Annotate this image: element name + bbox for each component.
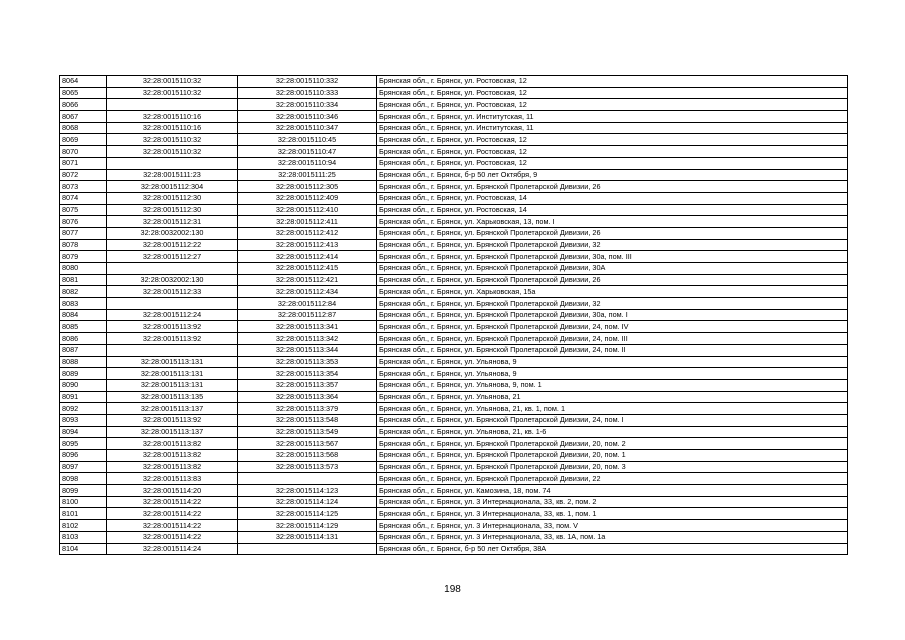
- row-number-cell: 8073: [60, 181, 107, 193]
- table-row: [60, 368, 848, 380]
- address-cell: Брянская обл., г. Брянск, ул. Харьковская, 13, пом. I: [377, 216, 848, 228]
- parent-cadastral-number-cell: 32:28:0015112:31: [107, 216, 238, 228]
- parent-cadastral-number-cell: 32:28:0015114:24: [107, 543, 238, 555]
- registry-table: [59, 75, 848, 555]
- row-number-cell: 8081: [60, 274, 107, 286]
- table-row: [60, 344, 848, 356]
- row-number-cell: 8078: [60, 239, 107, 251]
- parent-cadastral-number-cell: 32:28:0032002:130: [107, 274, 238, 286]
- address-cell: Брянская обл., г. Брянск, ул. Брянской Пролетарской Дивизии, 24, пом. I: [377, 414, 848, 426]
- address-cell: Брянская обл., г. Брянск, ул. Институтская, 11: [377, 122, 848, 134]
- parent-cadastral-number-cell: 32:28:0032002:130: [107, 227, 238, 239]
- row-number-cell: 8069: [60, 134, 107, 146]
- row-number-cell: 8092: [60, 403, 107, 415]
- address-cell: Брянская обл., г. Брянск, ул. Брянской Пролетарской Дивизии, 24, пом. IV: [377, 321, 848, 333]
- address-cell: Брянская обл., г. Брянск, ул. Брянской Пролетарской Дивизии, 26: [377, 181, 848, 193]
- parent-cadastral-number-cell: [107, 157, 238, 169]
- row-number-cell: 8079: [60, 251, 107, 263]
- row-number-cell: 8102: [60, 520, 107, 532]
- address-cell: Брянская обл., г. Брянск, ул. Ульянова, 21: [377, 391, 848, 403]
- table-row: [60, 227, 848, 239]
- cadastral-number-cell: 32:28:0015112:409: [238, 192, 377, 204]
- parent-cadastral-number-cell: 32:28:0015114:22: [107, 520, 238, 532]
- address-cell: Брянская обл., г. Брянск, ул. 3 Интернационала, 33, пом. V: [377, 520, 848, 532]
- row-number-cell: 8083: [60, 298, 107, 310]
- table-row: [60, 251, 848, 263]
- table-row: [60, 309, 848, 321]
- address-cell: Брянская обл., г. Брянск, ул. Брянской Пролетарской Дивизии, 32: [377, 298, 848, 310]
- address-cell: Брянская обл., г. Брянск, ул. Камозина, 18, пом. 74: [377, 485, 848, 497]
- cadastral-number-cell: 32:28:0015113:342: [238, 333, 377, 345]
- cadastral-number-cell: 32:28:0015113:568: [238, 450, 377, 462]
- parent-cadastral-number-cell: 32:28:0015114:20: [107, 485, 238, 497]
- parent-cadastral-number-cell: 32:28:0015110:32: [107, 87, 238, 99]
- parent-cadastral-number-cell: 32:28:0015112:30: [107, 192, 238, 204]
- table-row: [60, 391, 848, 403]
- table-row: [60, 356, 848, 368]
- parent-cadastral-number-cell: 32:28:0015113:82: [107, 450, 238, 462]
- table-row: [60, 508, 848, 520]
- cadastral-number-cell: 32:28:0015113:379: [238, 403, 377, 415]
- table-row: [60, 298, 848, 310]
- parent-cadastral-number-cell: 32:28:0015110:16: [107, 122, 238, 134]
- parent-cadastral-number-cell: 32:28:0015110:32: [107, 76, 238, 88]
- row-number-cell: 8098: [60, 473, 107, 485]
- cadastral-number-cell: 32:28:0015112:413: [238, 239, 377, 251]
- table-row: [60, 134, 848, 146]
- row-number-cell: 8087: [60, 344, 107, 356]
- address-cell: Брянская обл., г. Брянск, ул. Харьковская, 15а: [377, 286, 848, 298]
- table-row: [60, 438, 848, 450]
- table-row: [60, 239, 848, 251]
- parent-cadastral-number-cell: [107, 344, 238, 356]
- address-cell: Брянская обл., г. Брянск, б-р 50 лет Октября, 9: [377, 169, 848, 181]
- parent-cadastral-number-cell: 32:28:0015112:304: [107, 181, 238, 193]
- row-number-cell: 8080: [60, 263, 107, 275]
- parent-cadastral-number-cell: 32:28:0015110:32: [107, 146, 238, 158]
- row-number-cell: 8067: [60, 111, 107, 123]
- row-number-cell: 8070: [60, 146, 107, 158]
- parent-cadastral-number-cell: 32:28:0015110:16: [107, 111, 238, 123]
- cadastral-number-cell: 32:28:0015112:414: [238, 251, 377, 263]
- address-cell: Брянская обл., г. Брянск, ул. Брянской Пролетарской Дивизии, 24, пом. III: [377, 333, 848, 345]
- row-number-cell: 8097: [60, 461, 107, 473]
- row-number-cell: 8086: [60, 333, 107, 345]
- cadastral-number-cell: 32:28:0015113:573: [238, 461, 377, 473]
- cadastral-number-cell: 32:28:0015110:94: [238, 157, 377, 169]
- table-row: [60, 461, 848, 473]
- row-number-cell: 8104: [60, 543, 107, 555]
- address-cell: Брянская обл., г. Брянск, ул. Ульянова, 9: [377, 368, 848, 380]
- parent-cadastral-number-cell: 32:28:0015113:131: [107, 379, 238, 391]
- table-row: [60, 333, 848, 345]
- table-row: [60, 496, 848, 508]
- cadastral-number-cell: 32:28:0015114:129: [238, 520, 377, 532]
- parent-cadastral-number-cell: [107, 298, 238, 310]
- cadastral-number-cell: 32:28:0015112:415: [238, 263, 377, 275]
- parent-cadastral-number-cell: 32:28:0015113:137: [107, 403, 238, 415]
- table-row: [60, 473, 848, 485]
- address-cell: Брянская обл., г. Брянск, ул. Ростовская, 12: [377, 134, 848, 146]
- row-number-cell: 8068: [60, 122, 107, 134]
- address-cell: Брянская обл., г. Брянск, ул. Брянской Пролетарской Дивизии, 30А: [377, 263, 848, 275]
- cadastral-number-cell: 32:28:0015112:87: [238, 309, 377, 321]
- address-cell: Брянская обл., г. Брянск, ул. Ростовская, 12: [377, 157, 848, 169]
- parent-cadastral-number-cell: 32:28:0015113:92: [107, 321, 238, 333]
- table-row: [60, 379, 848, 391]
- table-row: [60, 274, 848, 286]
- cadastral-number-cell: 32:28:0015112:84: [238, 298, 377, 310]
- table-row: [60, 76, 848, 88]
- parent-cadastral-number-cell: [107, 263, 238, 275]
- parent-cadastral-number-cell: 32:28:0015114:22: [107, 531, 238, 543]
- table-row: [60, 286, 848, 298]
- row-number-cell: 8071: [60, 157, 107, 169]
- address-cell: Брянская обл., г. Брянск, ул. Брянской Пролетарской Дивизии, 20, пом. 1: [377, 450, 848, 462]
- parent-cadastral-number-cell: 32:28:0015113:82: [107, 461, 238, 473]
- cadastral-number-cell: 32:28:0015114:131: [238, 531, 377, 543]
- address-cell: Брянская обл., г. Брянск, ул. Ульянова, 9, пом. 1: [377, 379, 848, 391]
- parent-cadastral-number-cell: 32:28:0015112:30: [107, 204, 238, 216]
- row-number-cell: 8089: [60, 368, 107, 380]
- cadastral-number-cell: [238, 543, 377, 555]
- row-number-cell: 8099: [60, 485, 107, 497]
- row-number-cell: 8090: [60, 379, 107, 391]
- table-row: [60, 450, 848, 462]
- row-number-cell: 8093: [60, 414, 107, 426]
- address-cell: Брянская обл., г. Брянск, ул. Ростовская, 14: [377, 204, 848, 216]
- table-row: [60, 216, 848, 228]
- cadastral-number-cell: 32:28:0015114:124: [238, 496, 377, 508]
- row-number-cell: 8100: [60, 496, 107, 508]
- page-number: 198: [444, 584, 461, 595]
- table-row: [60, 520, 848, 532]
- address-cell: Брянская обл., г. Брянск, ул. Ростовская, 12: [377, 146, 848, 158]
- row-number-cell: 8065: [60, 87, 107, 99]
- table-row: [60, 263, 848, 275]
- cadastral-number-cell: 32:28:0015113:341: [238, 321, 377, 333]
- parent-cadastral-number-cell: 32:28:0015114:22: [107, 508, 238, 520]
- parent-cadastral-number-cell: [107, 99, 238, 111]
- table-row: [60, 426, 848, 438]
- address-cell: Брянская обл., г. Брянск, ул. Брянской Пролетарской Дивизии, 30а, пом. III: [377, 251, 848, 263]
- row-number-cell: 8084: [60, 309, 107, 321]
- table-row: [60, 181, 848, 193]
- cadastral-number-cell: 32:28:0015113:344: [238, 344, 377, 356]
- parent-cadastral-number-cell: 32:28:0015113:83: [107, 473, 238, 485]
- address-cell: Брянская обл., г. Брянск, ул. Ульянова, 21, кв. 1-6: [377, 426, 848, 438]
- table-row: [60, 146, 848, 158]
- table-row: [60, 87, 848, 99]
- table-row: [60, 414, 848, 426]
- row-number-cell: 8094: [60, 426, 107, 438]
- row-number-cell: 8082: [60, 286, 107, 298]
- address-cell: Брянская обл., г. Брянск, ул. Брянской Пролетарской Дивизии, 24, пом. II: [377, 344, 848, 356]
- cadastral-number-cell: 32:28:0015111:25: [238, 169, 377, 181]
- address-cell: Брянская обл., г. Брянск, ул. Брянской Пролетарской Дивизии, 20, пом. 3: [377, 461, 848, 473]
- table-row: [60, 169, 848, 181]
- table-row: [60, 157, 848, 169]
- cadastral-number-cell: 32:28:0015112:411: [238, 216, 377, 228]
- row-number-cell: 8075: [60, 204, 107, 216]
- row-number-cell: 8103: [60, 531, 107, 543]
- table-row: [60, 204, 848, 216]
- address-cell: Брянская обл., г. Брянск, ул. Ростовская, 14: [377, 192, 848, 204]
- address-cell: Брянская обл., г. Брянск, ул. Ростовская, 12: [377, 87, 848, 99]
- cadastral-number-cell: 32:28:0015113:364: [238, 391, 377, 403]
- parent-cadastral-number-cell: 32:28:0015112:22: [107, 239, 238, 251]
- address-cell: Брянская обл., г. Брянск, ул. Брянской Пролетарской Дивизии, 26: [377, 274, 848, 286]
- cadastral-number-cell: 32:28:0015110:346: [238, 111, 377, 123]
- address-cell: Брянская обл., г. Брянск, ул. Брянской Пролетарской Дивизии, 26: [377, 227, 848, 239]
- row-number-cell: 8091: [60, 391, 107, 403]
- table-row: [60, 485, 848, 497]
- cadastral-number-cell: 32:28:0015112:410: [238, 204, 377, 216]
- cadastral-number-cell: [238, 473, 377, 485]
- cadastral-number-cell: 32:28:0015113:549: [238, 426, 377, 438]
- cadastral-number-cell: 32:28:0015114:123: [238, 485, 377, 497]
- row-number-cell: 8074: [60, 192, 107, 204]
- parent-cadastral-number-cell: 32:28:0015113:131: [107, 356, 238, 368]
- row-number-cell: 8077: [60, 227, 107, 239]
- table-row: [60, 122, 848, 134]
- address-cell: Брянская обл., г. Брянск, б-р 50 лет Октября, 38А: [377, 543, 848, 555]
- cadastral-number-cell: 32:28:0015112:434: [238, 286, 377, 298]
- row-number-cell: 8072: [60, 169, 107, 181]
- table-row: [60, 99, 848, 111]
- parent-cadastral-number-cell: 32:28:0015112:33: [107, 286, 238, 298]
- cadastral-number-cell: 32:28:0015110:47: [238, 146, 377, 158]
- table-row: [60, 531, 848, 543]
- cadastral-number-cell: 32:28:0015114:125: [238, 508, 377, 520]
- row-number-cell: 8088: [60, 356, 107, 368]
- address-cell: Брянская обл., г. Брянск, ул. Брянской Пролетарской Дивизии, 32: [377, 239, 848, 251]
- cadastral-number-cell: 32:28:0015112:412: [238, 227, 377, 239]
- parent-cadastral-number-cell: 32:28:0015111:23: [107, 169, 238, 181]
- cadastral-number-cell: 32:28:0015113:354: [238, 368, 377, 380]
- address-cell: Брянская обл., г. Брянск, ул. Брянской Пролетарской Дивизии, 30а, пом. I: [377, 309, 848, 321]
- address-cell: Брянская обл., г. Брянск, ул. 3 Интернационала, 33, кв. 1, пом. 1: [377, 508, 848, 520]
- parent-cadastral-number-cell: 32:28:0015112:24: [107, 309, 238, 321]
- address-cell: Брянская обл., г. Брянск, ул. 3 Интернационала, 33, кв. 1А, пом. 1а: [377, 531, 848, 543]
- cadastral-number-cell: 32:28:0015113:357: [238, 379, 377, 391]
- row-number-cell: 8096: [60, 450, 107, 462]
- cadastral-number-cell: 32:28:0015113:548: [238, 414, 377, 426]
- parent-cadastral-number-cell: 32:28:0015113:131: [107, 368, 238, 380]
- address-cell: Брянская обл., г. Брянск, ул. Брянской Пролетарской Дивизии, 20, пом. 2: [377, 438, 848, 450]
- cadastral-number-cell: 32:28:0015110:334: [238, 99, 377, 111]
- table-row: [60, 403, 848, 415]
- row-number-cell: 8064: [60, 76, 107, 88]
- address-cell: Брянская обл., г. Брянск, ул. 3 Интернационала, 33, кв. 2, пом. 2: [377, 496, 848, 508]
- cadastral-number-cell: 32:28:0015110:45: [238, 134, 377, 146]
- cadastral-number-cell: 32:28:0015112:421: [238, 274, 377, 286]
- row-number-cell: 8076: [60, 216, 107, 228]
- parent-cadastral-number-cell: 32:28:0015110:32: [107, 134, 238, 146]
- row-number-cell: 8066: [60, 99, 107, 111]
- cadastral-number-cell: 32:28:0015113:353: [238, 356, 377, 368]
- cadastral-number-cell: 32:28:0015110:333: [238, 87, 377, 99]
- address-cell: Брянская обл., г. Брянск, ул. Ростовская, 12: [377, 99, 848, 111]
- address-cell: Брянская обл., г. Брянск, ул. Институтская, 11: [377, 111, 848, 123]
- parent-cadastral-number-cell: 32:28:0015114:22: [107, 496, 238, 508]
- cadastral-number-cell: 32:28:0015112:305: [238, 181, 377, 193]
- row-number-cell: 8101: [60, 508, 107, 520]
- parent-cadastral-number-cell: 32:28:0015112:27: [107, 251, 238, 263]
- row-number-cell: 8085: [60, 321, 107, 333]
- address-cell: Брянская обл., г. Брянск, ул. Ульянова, 21, кв. 1, пом. 1: [377, 403, 848, 415]
- table-body: [60, 76, 848, 555]
- address-cell: Брянская обл., г. Брянск, ул. Ростовская, 12: [377, 76, 848, 88]
- cadastral-number-cell: 32:28:0015110:347: [238, 122, 377, 134]
- parent-cadastral-number-cell: 32:28:0015113:92: [107, 414, 238, 426]
- table-row: [60, 543, 848, 555]
- parent-cadastral-number-cell: 32:28:0015113:137: [107, 426, 238, 438]
- parent-cadastral-number-cell: 32:28:0015113:135: [107, 391, 238, 403]
- address-cell: Брянская обл., г. Брянск, ул. Ульянова, 9: [377, 356, 848, 368]
- row-number-cell: 8095: [60, 438, 107, 450]
- table-row: [60, 321, 848, 333]
- cadastral-number-cell: 32:28:0015110:332: [238, 76, 377, 88]
- table-row: [60, 111, 848, 123]
- address-cell: Брянская обл., г. Брянск, ул. Брянской Пролетарской Дивизии, 22: [377, 473, 848, 485]
- cadastral-number-cell: 32:28:0015113:567: [238, 438, 377, 450]
- parent-cadastral-number-cell: 32:28:0015113:82: [107, 438, 238, 450]
- parent-cadastral-number-cell: 32:28:0015113:92: [107, 333, 238, 345]
- table-row: [60, 192, 848, 204]
